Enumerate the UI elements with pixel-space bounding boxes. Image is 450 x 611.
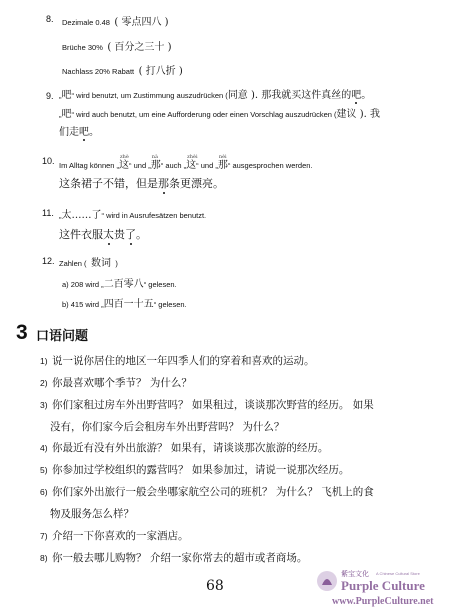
- char: 这: [186, 160, 197, 171]
- question-text: 你参加过学校组织的露营吗？ 如果参加过，请说一说那次经历。: [52, 464, 350, 476]
- item-11-number: 11.: [42, 208, 54, 218]
- item-9-line-1: [59, 85, 371, 103]
- pinyin: nèi: [218, 154, 227, 160]
- na-dotted: 那: [158, 177, 169, 190]
- label: Nachlass 20% Rabatt: [62, 67, 135, 76]
- question-line: [50, 417, 284, 435]
- reading: 四百一十五: [103, 299, 154, 310]
- item-12-b: [62, 294, 187, 312]
- section-title: 口语问题: [36, 329, 89, 344]
- quote: „: [59, 91, 62, 100]
- explanation: “ wird in Ausrufesätzen benutzt.: [101, 211, 207, 220]
- connector: “ auch „: [160, 161, 187, 170]
- label: Zahlen (: [59, 259, 87, 268]
- punct: 。: [89, 127, 99, 138]
- char: 那: [150, 160, 161, 171]
- quote: „: [59, 110, 62, 119]
- question-number: 7): [40, 531, 48, 541]
- le-dotted: 了: [125, 228, 136, 241]
- question-number: 5): [40, 465, 48, 475]
- example: 同意 ). 那我就买这件真丝的: [227, 90, 352, 101]
- pinyin: nà: [151, 154, 158, 160]
- explanation: “ wird benutzt, um Zustimmung auszudrücken (: [71, 91, 228, 100]
- explanation: “ wird auch benutzt, um eine Aufforderung oder einen Vorschlag auszudrücken (: [71, 110, 337, 119]
- item-10-example: [59, 174, 224, 192]
- connector: “ und „: [129, 161, 151, 170]
- example: 建议 ). 我: [336, 109, 380, 120]
- tai-le-pattern: 太……了: [61, 210, 102, 221]
- item-10-line-1: [59, 155, 313, 173]
- question-line: [40, 395, 374, 413]
- na-char: [150, 154, 161, 171]
- question-text: 你一般去哪儿购物？ 介绍一家你常去的超市或者商场。: [52, 552, 308, 564]
- ba-particle-dotted: 吧: [351, 86, 361, 101]
- item-8-decimal: [62, 12, 169, 30]
- item-9-line-3: [59, 122, 99, 140]
- pinyin: zhèi: [187, 154, 198, 160]
- example: 这条裙子不错，但是: [59, 177, 158, 190]
- question-number: 3): [40, 400, 48, 410]
- item-12-a: [62, 274, 177, 292]
- item-8-number: 8.: [46, 14, 54, 24]
- reading: 二百零八: [103, 279, 144, 290]
- question-text: 说一说你居住的地区一年四季人们的穿着和喜欢的运动。: [52, 355, 315, 367]
- quote: „: [59, 211, 62, 220]
- zhe-char: [119, 154, 130, 171]
- question-line: [40, 548, 307, 566]
- question-text: 你们家租过房车外出野营吗？ 如果租过，谈谈那次野营的经历。 如果: [52, 399, 374, 411]
- char: 那: [217, 160, 228, 171]
- question-line: [40, 482, 374, 500]
- page-number: 68: [206, 578, 224, 594]
- seal-icon: [316, 570, 338, 592]
- item-10-number: 10.: [42, 156, 55, 166]
- label-end: “ gelesen.: [153, 300, 187, 309]
- punct: 。: [361, 90, 372, 101]
- question-line: [50, 504, 134, 522]
- chinese-term: ( 零点四八 ): [114, 17, 169, 28]
- question-text: 没有，你们家今后会租房车外出野营吗？ 为什么？: [50, 421, 285, 433]
- item-12-number: 12.: [42, 256, 55, 266]
- char: 这: [119, 160, 130, 171]
- brand-zh: 紫宝文化: [341, 570, 369, 578]
- label: Brüche 30%: [62, 43, 103, 52]
- brand-tag: A Chinese Cultural Store: [376, 571, 420, 576]
- question-line: [40, 460, 349, 478]
- question-text: 介绍一下你喜欢的一家酒店。: [52, 530, 189, 542]
- chinese-term: ( 打八折 ): [138, 66, 183, 77]
- example: 贵: [114, 228, 125, 241]
- ba-particle: 吧: [61, 90, 72, 101]
- brand-en: Purple Culture: [341, 578, 425, 593]
- question-number: 2): [40, 378, 48, 388]
- question-number: 8): [40, 553, 48, 563]
- connector: “ und „: [196, 161, 218, 170]
- paren: ): [115, 259, 118, 268]
- tai-dotted: 太: [103, 228, 114, 241]
- label: b) 415 wird „: [62, 300, 104, 309]
- question-line: [40, 373, 192, 391]
- question-line: [40, 438, 328, 456]
- label-end: “ gelesen.: [143, 280, 177, 289]
- pinyin: zhè: [120, 154, 129, 160]
- question-line: [40, 351, 315, 369]
- question-number: 6): [40, 487, 48, 497]
- item-9-number: 9.: [46, 91, 54, 101]
- explanation: Im Alltag können „: [59, 161, 120, 170]
- question-line: [40, 526, 189, 544]
- purple-culture-logo: [316, 568, 446, 608]
- explanation-end: “ ausgesprochen werden.: [227, 161, 313, 170]
- example: 条更漂亮。: [169, 177, 224, 190]
- chinese-term: 数词: [90, 258, 111, 269]
- item-8-fraction: [62, 37, 171, 55]
- question-text: 你最喜欢哪个季节？ 为什么？: [52, 377, 192, 389]
- zhei-char: [186, 154, 198, 171]
- ba-particle-dotted: 吧: [79, 123, 89, 138]
- question-number: 4): [40, 443, 48, 453]
- label: a) 208 wird „: [62, 280, 104, 289]
- section-number: 3: [16, 321, 28, 344]
- question-number: 1): [40, 356, 48, 366]
- question-text: 你们家外出旅行一般会坐哪家航空公司的班机？ 为什么？ 飞机上的食: [52, 486, 374, 498]
- question-text: 物及服务怎么样？: [50, 508, 134, 520]
- punct: 。: [136, 228, 147, 241]
- question-text: 你最近有没有外出旅游？ 如果有，请谈谈那次旅游的经历。: [52, 442, 329, 454]
- ba-particle: 吧: [61, 109, 72, 120]
- chinese-term: ( 百分之三十 ): [107, 42, 172, 53]
- brand-url: www.PurpleCulture.net: [332, 596, 434, 607]
- example: 们走: [59, 127, 79, 138]
- item-9-line-2: [59, 104, 380, 122]
- item-12-title: [59, 253, 118, 271]
- item-11-example: [59, 225, 147, 243]
- label: Dezimale 0.48: [62, 18, 110, 27]
- item-11-line-1: [59, 205, 206, 223]
- item-8-discount: [62, 61, 183, 79]
- nei-char: [217, 154, 228, 171]
- example: 这件衣服: [59, 228, 103, 241]
